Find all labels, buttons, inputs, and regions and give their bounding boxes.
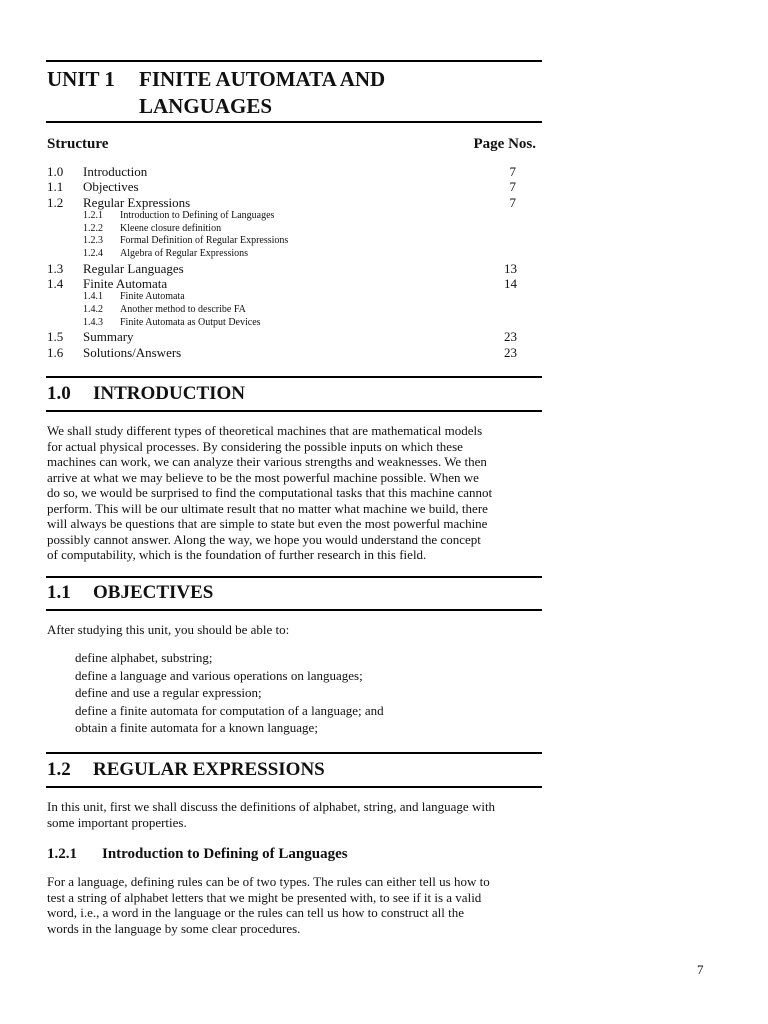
section-heading-objectives — [47, 582, 213, 604]
list-item: define and use a regular expression; — [75, 685, 262, 701]
section-rule — [46, 576, 542, 578]
toc-subentry — [47, 248, 516, 261]
toc-subentry — [47, 317, 516, 330]
list-item: define a finite automata for computation of a language; and — [75, 702, 384, 718]
toc-entry-title: Solutions/Answers — [83, 344, 182, 360]
top-rule — [46, 60, 542, 62]
toc-subentry — [47, 223, 516, 236]
toc-subentry-num: 1.2.3 — [83, 235, 103, 247]
toc-entry-page: 14 — [504, 275, 517, 291]
toc-entry-title: Introduction — [83, 164, 148, 179]
page-number: 7 — [697, 962, 704, 977]
list-item: define alphabet, substring; — [75, 650, 213, 665]
list-item: define a language and various operations on languages; — [75, 667, 363, 683]
list-item: obtain a finite automata for a known language; — [75, 720, 318, 736]
section-title: REGULAR EXPRESSIONS — [93, 759, 325, 780]
section-heading-introduction — [47, 383, 245, 405]
toc-entry — [47, 164, 516, 179]
page-nos-label: Page Nos. — [473, 136, 536, 152]
toc-entry — [47, 179, 516, 194]
toc-subentry — [47, 304, 516, 317]
toc-subentry — [47, 235, 516, 248]
toc-entry — [47, 329, 516, 344]
title-rule — [46, 121, 542, 123]
section-number: 1.1 — [47, 582, 71, 603]
toc-subentry-title: Finite Automata as Output Devices — [120, 316, 261, 328]
structure-header — [47, 136, 536, 153]
regular-expressions-paragraph: In this unit, first we shall discuss the definitions of alphabet, string, and language with some important properties. — [47, 799, 496, 830]
unit-title-line-1: FINITE AUTOMATA AND — [139, 67, 386, 91]
toc-subentry-num: 1.2.1 — [83, 210, 103, 222]
toc-entry-page: 7 — [509, 194, 516, 210]
toc-entry-title: Objectives — [83, 179, 139, 195]
toc-entry-page: 7 — [509, 164, 516, 179]
subsection-heading — [47, 846, 348, 863]
toc-subentry-title: Introduction to Defining of Languages — [120, 210, 275, 222]
objectives-list — [75, 649, 384, 737]
toc-subentry-title: Formal Definition of Regular Expressions — [120, 235, 289, 247]
section-heading-regular-expressions — [47, 759, 325, 781]
section-rule — [46, 609, 542, 611]
unit-title — [47, 66, 385, 120]
toc-subentry-title: Finite Automata — [120, 291, 185, 303]
section-rule — [46, 786, 542, 788]
table-of-contents — [47, 164, 516, 360]
unit-number: UNIT 1 — [47, 67, 115, 91]
section-number: 1.0 — [47, 383, 71, 404]
toc-subentry — [47, 210, 516, 223]
toc-entry — [47, 345, 516, 360]
toc-subentry-title: Algebra of Regular Expressions — [120, 247, 249, 259]
toc-entry-num: 1.6 — [47, 344, 64, 360]
toc-entry — [47, 276, 516, 291]
toc-entry-page: 7 — [509, 179, 516, 195]
toc-entry — [47, 195, 516, 210]
section-number: 1.2 — [47, 759, 71, 780]
structure-label: Structure — [47, 136, 109, 152]
toc-subentry-num: 1.4.1 — [83, 291, 103, 303]
subsection-number: 1.2.1 — [47, 846, 77, 862]
subsection-paragraph: For a language, defining rules can be of two types. The rules can either tell us how to test a string of alphabet letters that we might be presented with, to see if it is a valid word, i.e., a word in the language or the rules can tell us how to construct all the words in the language by some clear procedures. — [47, 874, 490, 936]
toc-entry-num: 1.5 — [47, 329, 64, 345]
toc-subentry-title: Another method to describe FA — [120, 303, 246, 315]
section-rule — [46, 752, 542, 754]
toc-subentry-num: 1.4.3 — [83, 316, 103, 328]
toc-entry-title: Regular Expressions — [83, 194, 191, 210]
toc-entry-num: 1.2 — [47, 194, 64, 210]
toc-subentry-num: 1.4.2 — [83, 303, 103, 315]
toc-entry-title: Summary — [83, 329, 134, 345]
unit-title-line-2: LANGUAGES — [139, 94, 273, 118]
toc-entry — [47, 261, 516, 276]
toc-subentry-num: 1.2.4 — [83, 247, 103, 259]
toc-entry-page: 23 — [504, 344, 517, 360]
toc-entry-title: Regular Languages — [83, 260, 184, 276]
section-rule — [46, 376, 542, 378]
toc-entry-title: Finite Automata — [83, 275, 168, 291]
subsection-title: Introduction to Defining of Languages — [102, 846, 348, 862]
toc-entry-page: 23 — [504, 329, 517, 345]
section-title: OBJECTIVES — [93, 582, 214, 603]
introduction-paragraph: We shall study different types of theoretical machines that are mathematical models for actual physical processes. By considering the possible inputs on which these machines can work, we can analyze their various strengths and weaknesses. We then arrive at what we may believe to be the most powerful machine possible. When we do so, we would be surprised to find the computational tasks that this machine cannot perform. This will be our ultimate result that no matter what machine we build, there will always be questions that are simple to state but even the most powerful machine possibly cannot answer. Along the way, we hope you would understand the concept of computability, which is the foundation of further research in this field. — [47, 423, 493, 562]
toc-entry-num: 1.4 — [47, 275, 64, 291]
toc-subentry — [47, 291, 516, 304]
toc-entry-num: 1.1 — [47, 179, 64, 195]
toc-entry-num: 1.3 — [47, 260, 64, 276]
toc-subentry-title: Kleene closure definition — [120, 222, 222, 234]
toc-entry-page: 13 — [504, 260, 517, 276]
section-title: INTRODUCTION — [93, 383, 246, 404]
objectives-lead: After studying this unit, you should be able to: — [47, 622, 290, 637]
toc-subentry-num: 1.2.2 — [83, 222, 103, 234]
toc-entry-num: 1.0 — [47, 164, 64, 179]
section-rule — [46, 410, 542, 412]
